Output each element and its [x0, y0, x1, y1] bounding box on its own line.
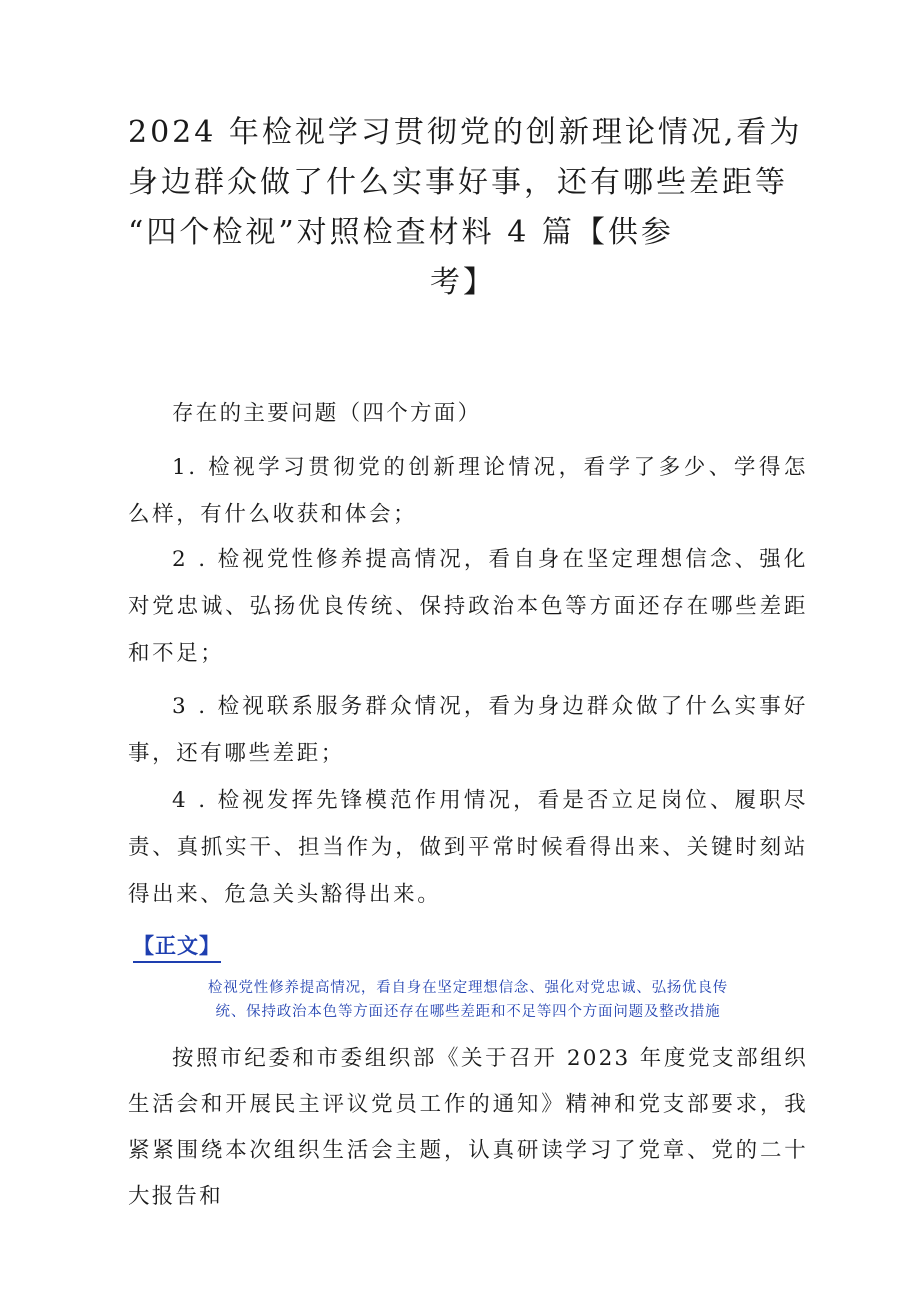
section-heading: 存在的主要问题（四个方面） — [172, 401, 482, 426]
article-subtitle — [168, 976, 768, 1024]
title-line: “四个检视”对照检查材料 4 篇【供参 — [128, 215, 674, 250]
problem-item: 4 . 检视发挥先锋模范作用情况，看是否立足岗位、履职尽责、真抓实干、担当作为，做到平常时候看得出来、关键时刻站得出来、危急关头豁得出来。 — [128, 788, 808, 907]
document-title — [128, 108, 808, 308]
title-line: 2024 年检视学习贯彻党的创新理论情况,看为 — [128, 115, 803, 150]
problem-item: 2 . 检视党性修养提高情况，看自身在坚定理想信念、强化对党忠诚、弘扬优良传统、保持政治本色等方面还存在哪些差距和不足； — [128, 547, 808, 666]
subtitle-line: 统、保持政治本色等方面还存在哪些差距和不足等四个方面问题及整改措施 — [215, 1004, 721, 1020]
body-paragraph: 按照市纪委和市委组织部《关于召开 2023 年度党支部组织生活会和开展民主评议党员工作的通知》精神和党支部要求，我紧紧围绕本次组织生活会主题，认真研读学习了党章、党的二十大报告和 — [128, 1046, 808, 1209]
problem-item: 3 . 检视联系服务群众情况，看为身边群众做了什么实事好事，还有哪些差距； — [128, 694, 808, 766]
subtitle-line: 检视党性修养提高情况，看自身在坚定理想信念、强化对党忠诚、弘扬优良传 — [207, 980, 729, 996]
title-line: 考】 — [430, 265, 496, 300]
problem-item: 1. 检视学习贯彻党的创新理论情况，看学了多少、学得怎么样，有什么收获和体会； — [128, 455, 808, 527]
zhengwen-link[interactable]: 【正文】 — [133, 932, 221, 963]
title-line: 身边群众做了什么实事好事，还有哪些差距等 — [128, 165, 788, 200]
